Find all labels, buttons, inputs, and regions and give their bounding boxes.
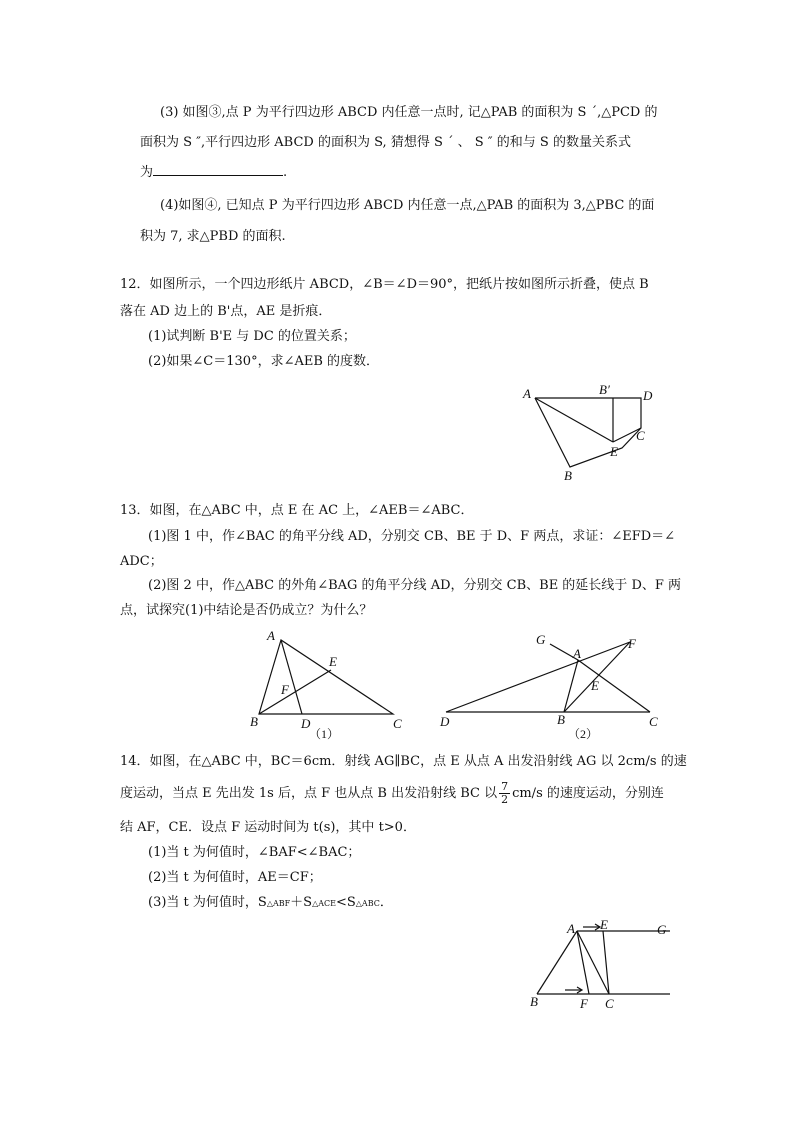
- q14-line2-prefix: 度运动，当点 E 先出发 1s 后，点 F 也从点 B 出发沿射线 BC 以: [120, 786, 498, 801]
- q14-sub3-lt: <S: [335, 895, 356, 910]
- q13-fig1-label-f: F: [281, 682, 289, 697]
- q13-fig1-label-b: B: [250, 714, 258, 729]
- q13-sub2-line2: 点，试探究(1)中结论是否仍成立？为什么？: [120, 603, 373, 618]
- q11-answer-blank[interactable]: [153, 159, 283, 176]
- q14-figure: [525, 916, 675, 1016]
- q13-line1: 13．如图，在△ABC 中，点 E 在 AC 上，∠AEB＝∠ABC．: [120, 503, 474, 518]
- q14-line1: 14．如图，在△ABC 中，BC＝6cm．射线 AG∥BC，点 E 从点 A 出发沿射线 AG 以 2cm/s 的速: [120, 754, 687, 769]
- q14-sub3-prefix: (3)当 t 为何值时，S: [148, 895, 267, 910]
- q11-part4-line2: 积为 7, 求△PBD 的面积.: [140, 229, 286, 244]
- q11-answer-suffix: .: [283, 165, 288, 180]
- q13-fig1-label-c: C: [393, 716, 402, 731]
- q12-label-e: E: [610, 444, 618, 459]
- q13-figure-1: [245, 628, 415, 743]
- q13-sub2-line1: (2)图 2 中，作△ABC 的外角∠BAG 的角平分线 AD，分别交 CB、BE 的延长线于 D、F 两: [148, 578, 682, 593]
- q11-part3-line2: 面积为 S ″,平行四边形 ABCD 的面积为 S, 猜想得 S ´ 、 S ″ 的和与 S 的数量关系式: [140, 135, 631, 150]
- q14-label-g: G: [657, 922, 667, 937]
- q12-label-c: C: [636, 428, 645, 443]
- q13-fig1-label-a: A: [267, 628, 275, 643]
- q14-speed-fraction: [499, 781, 510, 806]
- q13-sub1-line1: (1)图 1 中，作∠BAC 的角平分线 AD，分别交 CB、BE 于 D、F 两点，求证：∠EFD＝∠: [148, 529, 676, 544]
- q13-fig1-caption: （1）: [309, 727, 340, 741]
- q12-figure: [515, 378, 665, 488]
- q14-sub3: [148, 888, 704, 918]
- q12-sub1: (1)试判断 B'E 与 DC 的位置关系；: [148, 329, 356, 344]
- q13-fig1-label-d: D: [301, 716, 311, 731]
- q13-fig2-label-c: C: [649, 714, 658, 729]
- q13-fig2-label-e: E: [591, 678, 599, 693]
- q14-frac-denominator: 2: [501, 793, 509, 806]
- q11-part4-line1: (4)如图④, 已知点 P 为平行四边形 ABCD 内任意一点,△PAB 的面积为 3,△PBC 的面: [160, 198, 655, 213]
- q13-figure-2: [436, 628, 676, 743]
- q14-line-ab: [537, 931, 577, 994]
- q13-fig2-caption: （2）: [568, 727, 599, 741]
- q13-fig2-label-d: D: [440, 714, 450, 729]
- q14-line-af: [577, 931, 589, 994]
- q14-label-f: F: [580, 996, 588, 1011]
- q12-label-b: B: [564, 468, 572, 483]
- q14-sub3-area-abc: △ABC: [355, 899, 380, 908]
- q14-sub3-plus: ＋S: [290, 895, 313, 910]
- q14-label-a: A: [567, 921, 575, 936]
- q14-frac-numerator: 7: [501, 780, 509, 793]
- q13-sub1-line2: ADC；: [120, 554, 163, 569]
- q12-line2: 落在 AD 边上的 B'点，AE 是折痕．: [120, 304, 332, 319]
- q11-part3-line1: (3) 如图③,点 P 为平行四边形 ABCD 内任意一点时, 记△PAB 的面积为 S ´,△PCD 的: [160, 105, 658, 120]
- q14-sub3-area-ace: △ACE: [312, 899, 336, 908]
- q11-part3-line3: [140, 158, 696, 187]
- q14-label-b: B: [530, 994, 538, 1009]
- q12-line1: 12．如图所示，一个四边形纸片 ABCD，∠B＝∠D＝90°，把纸片按如图所示折叠，使点 B: [120, 277, 649, 292]
- q14-sub2: (2)当 t 为何值时，AE＝CF；: [148, 870, 322, 885]
- q12-label-a: A: [523, 386, 531, 401]
- q13-fig2-label-g: G: [536, 632, 546, 647]
- q12-label-d: D: [643, 388, 653, 403]
- q14-label-c: C: [605, 996, 614, 1011]
- q12-sub2: (2)如果∠C＝130°，求∠AEB 的度数．: [148, 354, 380, 369]
- q14-label-e: E: [600, 917, 608, 932]
- q11-answer-prefix: 为: [140, 165, 154, 180]
- q14-sub3-end: ．: [379, 895, 393, 910]
- q14-line3: 结 AF，CE．设点 F 运动时间为 t(s)，其中 t>0．: [120, 820, 416, 835]
- q14-sub1: (1)当 t 为何值时，∠BAF<∠BAC；: [148, 845, 361, 860]
- q13-fig2-label-b: B: [557, 712, 565, 727]
- q13-fig1-triangle: [259, 640, 393, 714]
- q13-fig1-label-e: E: [329, 654, 337, 669]
- q13-fig2-label-a: A: [573, 646, 581, 661]
- q14-sub3-area-abf: △ABF: [266, 899, 291, 908]
- q12-quad-outline: [535, 398, 641, 467]
- q14-line2-suffix: cm/s 的速度运动，分别连: [512, 786, 664, 801]
- q12-label-b1: B′: [599, 382, 610, 397]
- q13-fig2-label-f: F: [628, 636, 636, 651]
- q14-line2: [120, 779, 676, 808]
